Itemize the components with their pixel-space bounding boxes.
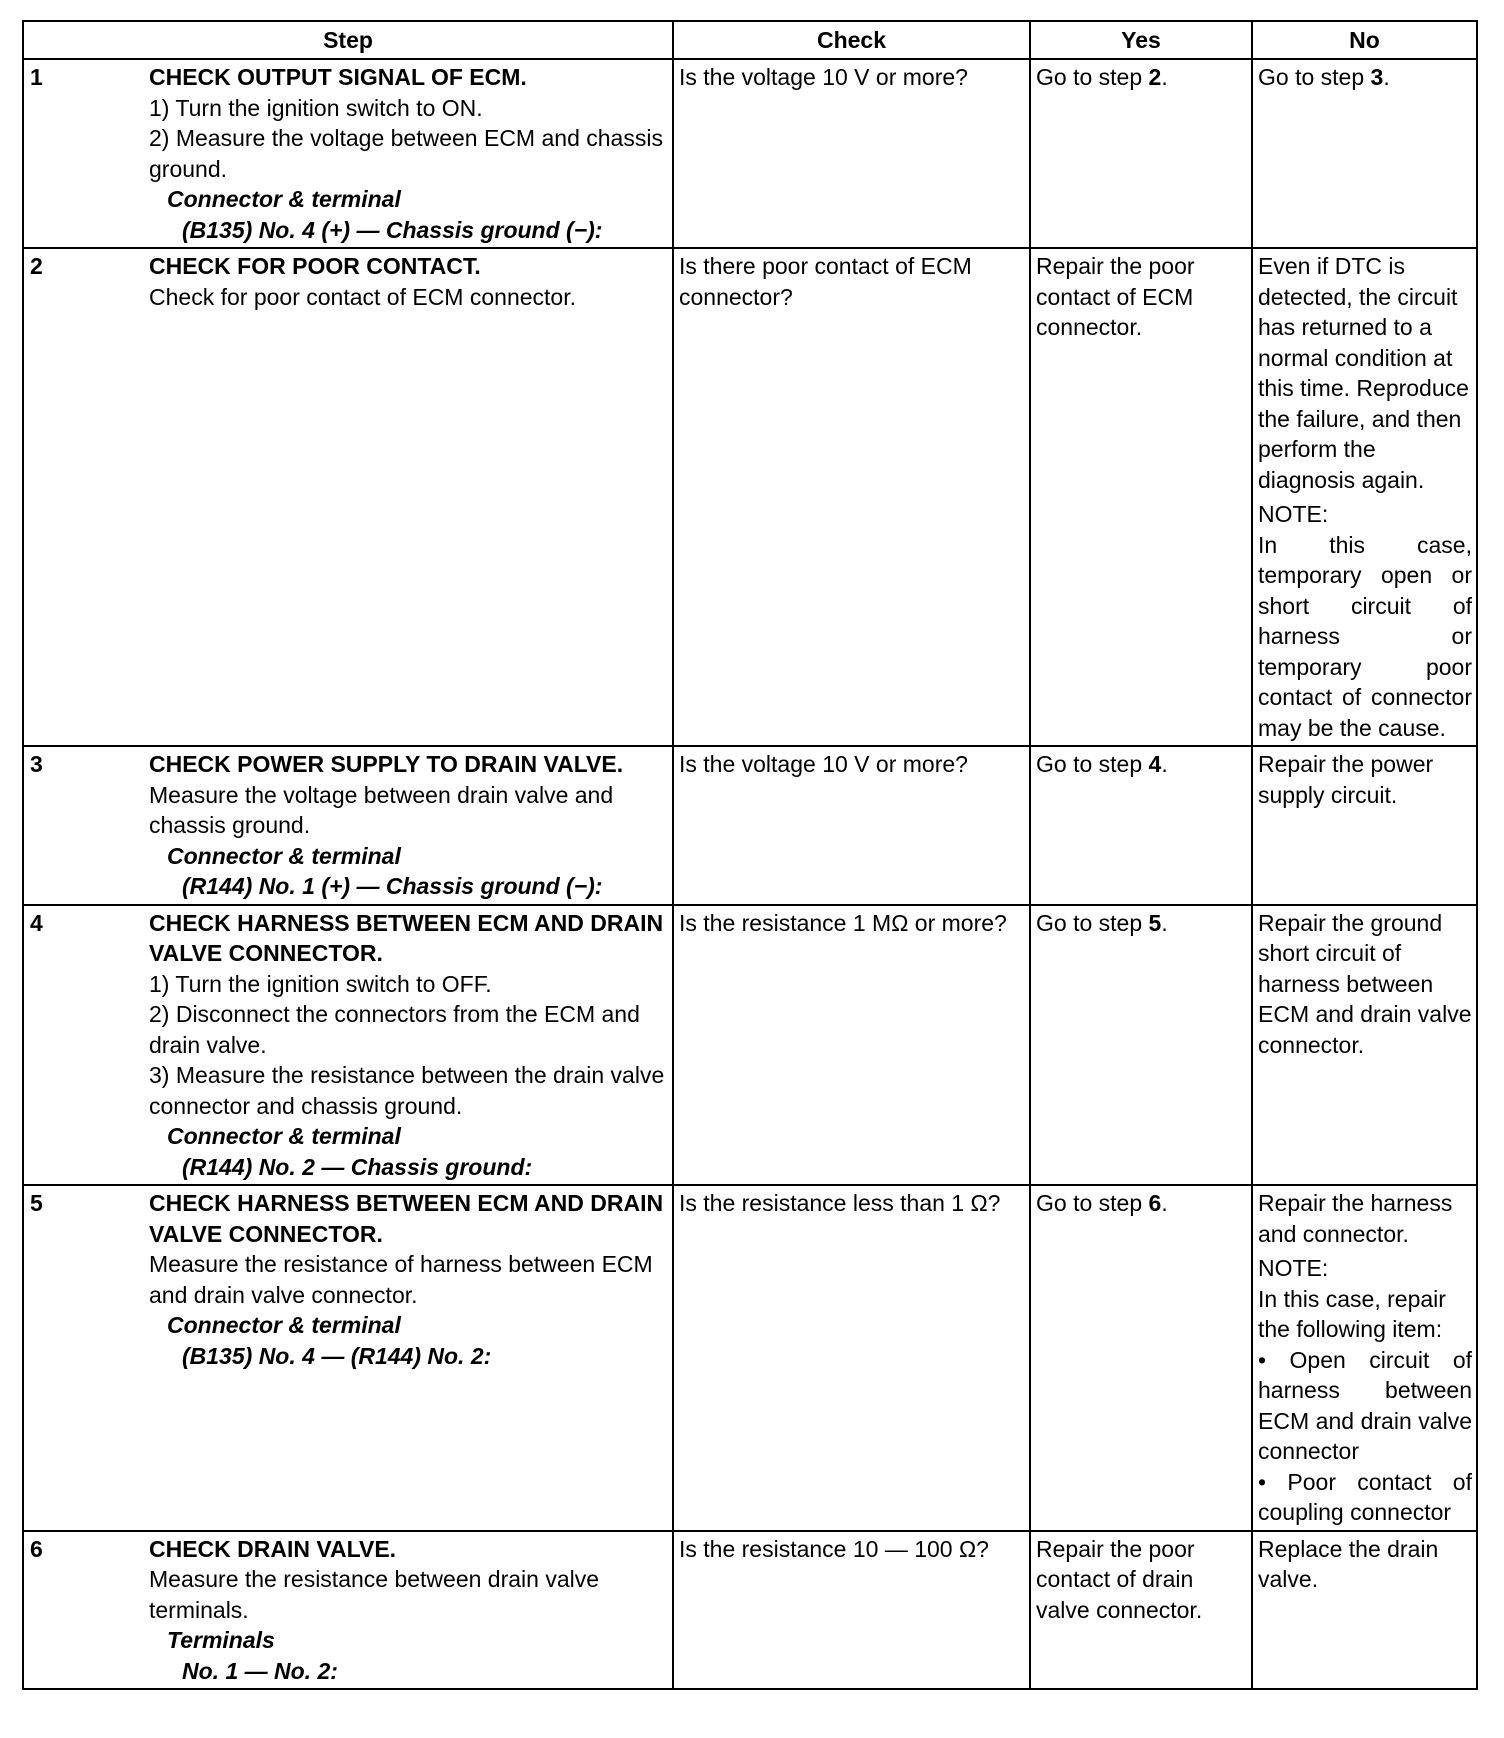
no-text: Even if DTC is detected, the circuit has returned to a normal condition at this time. Reproduce the failure, and then perform the diagnosis again. (1258, 253, 1469, 493)
check-cell: Is there poor contact of ECM connector? (673, 248, 1030, 746)
no-step-ref: 3 (1370, 64, 1384, 90)
yes-step-ref: 6 (1148, 1190, 1162, 1216)
step-instruction: Measure the resistance between drain valve terminals. (149, 1566, 600, 1623)
no-cell: Replace the drain valve. (1252, 1531, 1477, 1690)
yes-text: Go to step (1036, 1190, 1149, 1216)
header-check: Check (673, 21, 1030, 59)
no-cell (1252, 1185, 1477, 1531)
step-row-1 (23, 59, 1477, 248)
no-suffix: . (1383, 64, 1390, 90)
note-bullet: • Poor contact of coupling connector (1258, 1468, 1472, 1525)
step-cell (23, 905, 673, 1186)
yes-cell: Repair the poor contact of drain valve connector. (1030, 1531, 1252, 1690)
step-row-4 (23, 905, 1477, 1186)
step-instruction: 2) Disconnect the connectors from the ECM and drain valve. (149, 1001, 640, 1058)
header-no: No (1252, 21, 1477, 59)
yes-suffix: . (1161, 64, 1168, 90)
connector-terminal: (B135) No. 4 — (R144) No. 2: (182, 1342, 492, 1369)
connector-label: Connector & terminal (167, 186, 401, 212)
connector-terminal: No. 1 — No. 2: (182, 1657, 338, 1684)
header-row (23, 21, 1477, 59)
check-cell: Is the voltage 10 V or more? (673, 59, 1030, 248)
step-cell (23, 1531, 673, 1690)
step-number: 3 (30, 751, 43, 777)
yes-text: Go to step (1036, 909, 1149, 936)
yes-text: Go to step (1036, 64, 1149, 90)
step-instruction: 2) Measure the voltage between ECM and chassis ground. (149, 125, 663, 182)
note-text: In this case, temporary open or short circuit of harness or temporary poor contact of connector may be the cause. (1258, 531, 1472, 741)
connector-terminal: (B135) No. 4 (+) — Chassis ground (−): (182, 216, 603, 243)
connector-label: Connector & terminal (167, 1312, 401, 1338)
note-bullet: • Open circuit of harness between ECM and drain valve connector (1258, 1346, 1472, 1464)
step-title: CHECK HARNESS BETWEEN ECM AND DRAIN VALVE CONNECTOR. (149, 1190, 664, 1247)
step-number: 5 (30, 1190, 43, 1216)
yes-cell (1030, 1185, 1252, 1531)
yes-step-ref: 4 (1148, 751, 1162, 777)
step-instruction: Check for poor contact of ECM connector. (149, 283, 576, 310)
note-text: In this case, repair the following item: (1258, 1285, 1446, 1342)
step-title: CHECK FOR POOR CONTACT. (149, 253, 481, 279)
note-label: NOTE: (1258, 501, 1329, 527)
note-label: NOTE: (1258, 1255, 1329, 1281)
step-instruction: 1) Turn the ignition switch to OFF. (149, 970, 492, 997)
no-cell: Repair the ground short circuit of harness between ECM and drain valve connector. (1252, 905, 1477, 1186)
step-instruction: 3) Measure the resistance between the drain valve connector and chassis ground. (149, 1062, 665, 1119)
check-cell: Is the resistance 1 MΩ or more? (673, 905, 1030, 1186)
yes-cell (1030, 59, 1252, 248)
connector-terminal: (R144) No. 2 — Chassis ground: (182, 1153, 533, 1180)
yes-step-ref: 2 (1148, 64, 1162, 90)
check-cell: Is the resistance less than 1 Ω? (673, 1185, 1030, 1531)
yes-cell: Repair the poor contact of ECM connector. (1030, 248, 1252, 746)
no-text: Go to step (1258, 64, 1371, 90)
step-row-2 (23, 248, 1477, 746)
yes-suffix: . (1161, 909, 1168, 936)
yes-text: Go to step (1036, 751, 1149, 777)
step-instruction: Measure the resistance of harness between ECM and drain valve connector. (149, 1251, 653, 1308)
step-title: CHECK DRAIN VALVE. (149, 1535, 397, 1562)
step-cell (23, 746, 673, 905)
yes-step-ref: 5 (1148, 909, 1162, 936)
connector-label: Connector & terminal (167, 1123, 401, 1149)
step-title: CHECK POWER SUPPLY TO DRAIN VALVE. (149, 751, 624, 777)
step-instruction: 1) Turn the ignition switch to ON. (149, 94, 483, 121)
step-title: CHECK HARNESS BETWEEN ECM AND DRAIN VALVE CONNECTOR. (149, 909, 664, 966)
step-cell (23, 248, 673, 746)
step-number: 1 (30, 64, 43, 90)
step-number: 2 (30, 253, 43, 279)
yes-suffix: . (1161, 1190, 1168, 1216)
step-number: 4 (30, 909, 43, 936)
no-cell (1252, 248, 1477, 746)
connector-terminal: (R144) No. 1 (+) — Chassis ground (−): (182, 873, 603, 899)
connector-label: Connector & terminal (167, 842, 401, 869)
yes-cell (1030, 905, 1252, 1186)
header-yes: Yes (1030, 21, 1252, 59)
step-row-6 (23, 1531, 1477, 1690)
check-cell: Is the voltage 10 V or more? (673, 746, 1030, 905)
check-cell: Is the resistance 10 — 100 Ω? (673, 1531, 1030, 1690)
no-cell (1252, 59, 1477, 248)
step-cell (23, 59, 673, 248)
step-instruction: Measure the voltage between drain valve and chassis ground. (149, 781, 614, 838)
step-title: CHECK OUTPUT SIGNAL OF ECM. (149, 64, 527, 90)
no-text: Repair the harness and connector. (1258, 1190, 1453, 1247)
header-step: Step (23, 21, 673, 59)
step-row-3 (23, 746, 1477, 905)
yes-cell (1030, 746, 1252, 905)
yes-suffix: . (1161, 751, 1168, 777)
diagnostic-table (22, 20, 1478, 1690)
connector-label: Terminals (167, 1627, 275, 1653)
step-number: 6 (30, 1535, 43, 1562)
step-row-5 (23, 1185, 1477, 1531)
no-cell: Repair the power supply circuit. (1252, 746, 1477, 905)
step-cell (23, 1185, 673, 1531)
